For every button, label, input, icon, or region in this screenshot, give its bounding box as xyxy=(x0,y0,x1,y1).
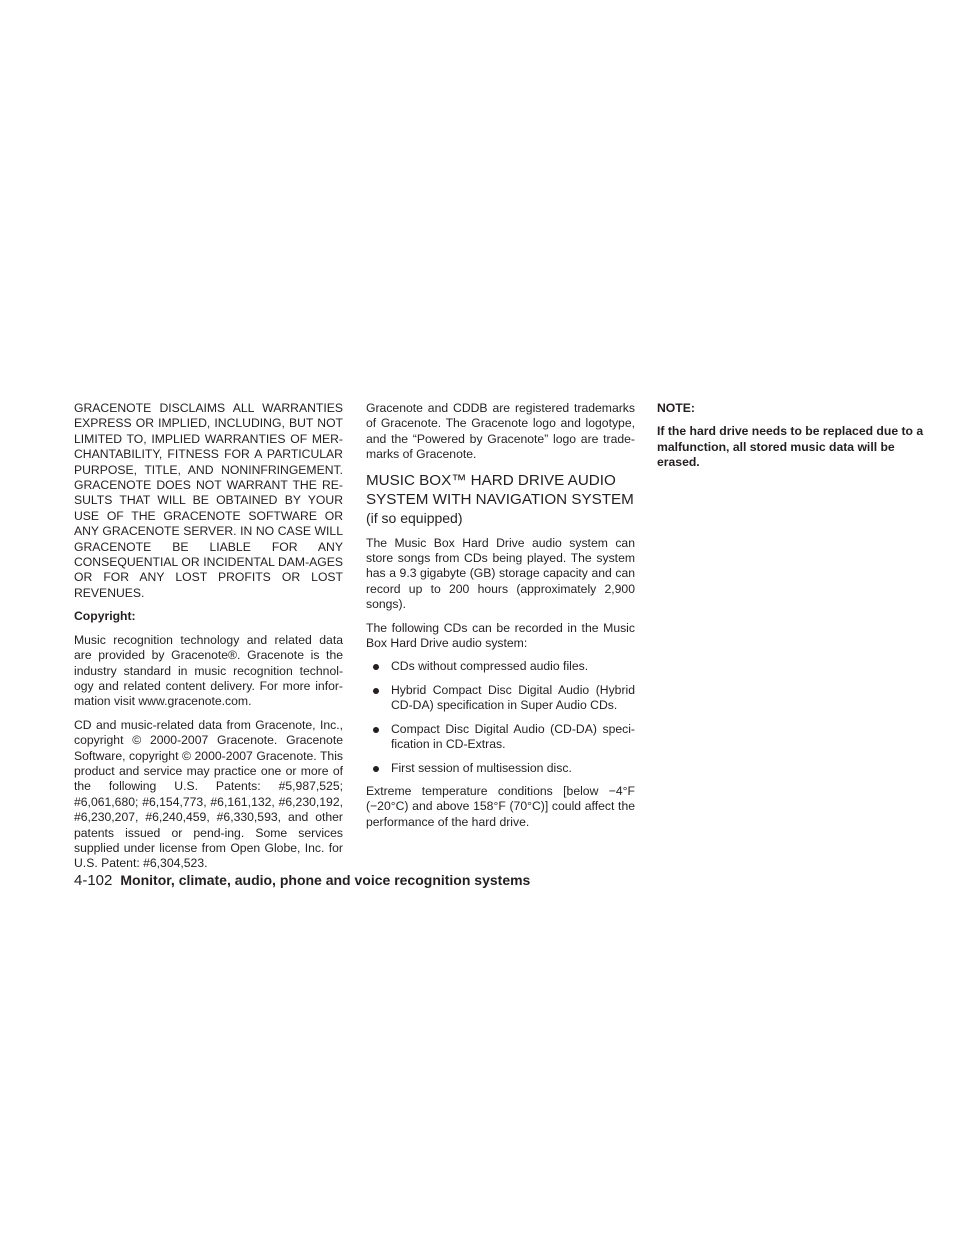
warranty-disclaimer: GRACENOTE DISCLAIMS ALL WARRANTIES EXPRESS OR IMPLIED, INCLUDING, BUT NOT LIMITED TO, IMPLIED WARRANTIES OF MER-CHANTABILITY, FITNESS FOR A PARTICULAR PURPOSE, TITLE, AND NONINFRINGEMENT. GRACENOTE DOES NOT WARRANT THE RE-SULTS THAT WILL BE OBTAINED BY YOUR USE OF THE GRACENOTE SOFTWARE OR ANY GRACENOTE SERVER. IN NO CASE WILL GRACENOTE BE LIABLE FOR ANY CONSEQUENTIAL OR INCIDENTAL DAM-AGES OR FOR ANY LOST PROFITS OR LOST REVENUES. xyxy=(74,401,343,600)
middle-column xyxy=(366,401,635,838)
list-item xyxy=(366,683,635,714)
list-item-text: First session of multisession disc. xyxy=(391,760,572,775)
right-column xyxy=(657,401,929,479)
bullet-icon xyxy=(373,727,379,733)
list-item-text: Hybrid Compact Disc Digital Audio (Hybrid CD-DA) specification in Super Audio CDs. xyxy=(391,682,635,713)
list-item xyxy=(366,659,635,674)
note-text: If the hard drive needs to be replaced due to a malfunction, all stored music data will be erased. xyxy=(657,424,924,470)
bullet-icon xyxy=(373,688,379,694)
copyright-paragraph-1: Music recognition technology and related data are provided by Gracenote®. Gracenote is the industry standard in music recognition technol-ogy and related content delivery. For more infor-mation visit www.gracenote.com. xyxy=(74,632,343,709)
intro-paragraph: The Music Box Hard Drive audio system can store songs from CDs being played. The system has a 9.3 gigabyte (GB) storage capacity and can record up to 200 hours (approximately 2,900 songs). xyxy=(366,535,635,612)
bullet-icon xyxy=(373,664,379,670)
copyright-paragraph-2: CD and music-related data from Gracenote, Inc., copyright © 2000-2007 Gracenote. Gracenote Software, copyright © 2000-2007 Gracenote. This product and service may practice one or more of the following U.S. Patents: #5,987,525; #6,061,680; #6,154,773, #6,161,132, #6,230,192, #6,230,207, #6,240,459, #6,330,593, and other patents issued or pend-ing. Some services supplied under license from Open Globe, Inc. for U.S. Patent: #6,304,523. xyxy=(74,717,343,871)
list-item-text: Compact Disc Digital Audio (CD-DA) speci-fication in CD-Extras. xyxy=(391,721,635,752)
trademarks-paragraph: Gracenote and CDDB are registered trademarks of Gracenote. The Gracenote logo and logotype, and the “Powered by Gracenote” logo are trade-marks of Gracenote. xyxy=(366,401,635,462)
page-footer xyxy=(74,871,530,890)
list-item xyxy=(366,722,635,753)
bullet-icon xyxy=(373,766,379,772)
cd-types-list xyxy=(366,659,635,775)
left-column xyxy=(74,401,343,880)
list-item xyxy=(366,761,635,776)
list-item-text: CDs without compressed audio files. xyxy=(391,659,589,674)
page-number: 4-102 xyxy=(74,872,113,889)
section-title: Monitor, climate, audio, phone and voice recognition systems xyxy=(120,872,531,888)
section-heading xyxy=(366,471,635,528)
copyright-heading: Copyright: xyxy=(74,609,136,624)
temperature-paragraph: Extreme temperature conditions [below −4°F (−20°C) and above 158°F (70°C)] could affect the performance of the hard drive. xyxy=(366,783,635,829)
note-heading: NOTE: xyxy=(657,401,695,415)
section-heading-title: MUSIC BOX™ HARD DRIVE AUDIO SYSTEM WITH NAVIGATION SYSTEM xyxy=(366,471,634,508)
list-intro-paragraph: The following CDs can be recorded in the Music Box Hard Drive audio system: xyxy=(366,620,635,651)
section-heading-qualifier: (if so equipped) xyxy=(366,509,463,526)
